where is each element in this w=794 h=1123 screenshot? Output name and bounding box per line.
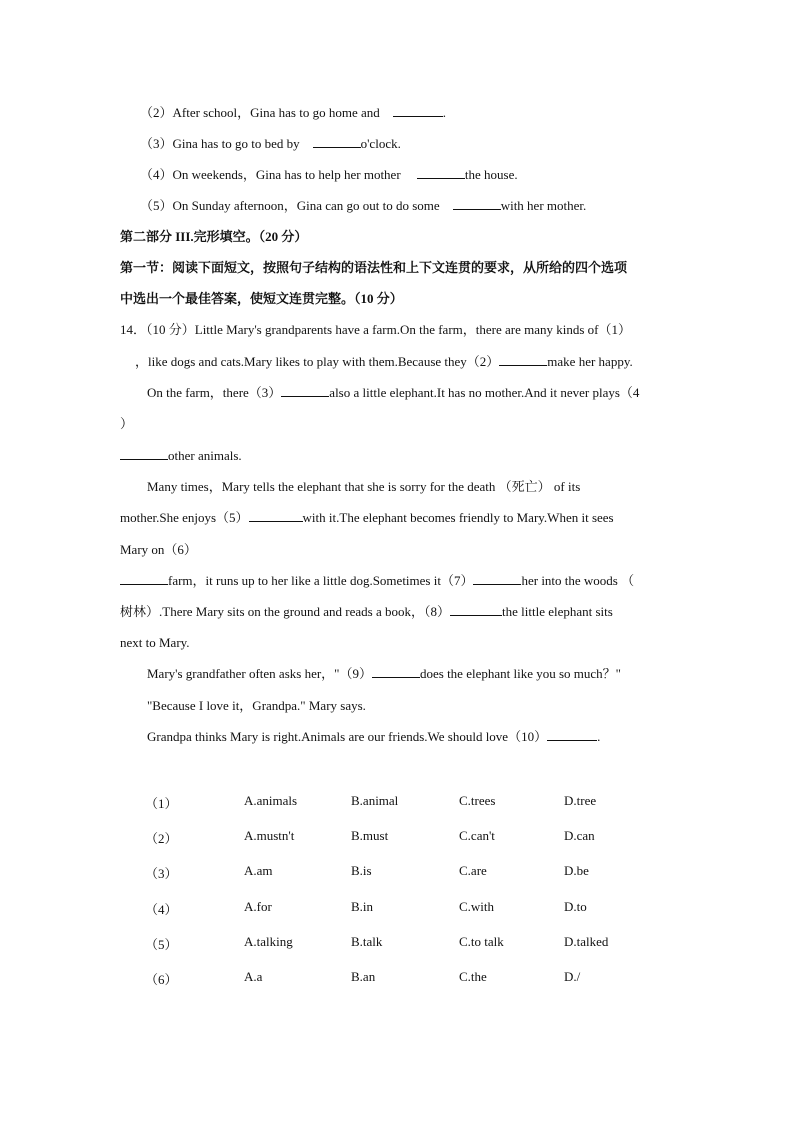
sentence-end: .: [442, 105, 446, 120]
option-d[interactable]: D.talked: [564, 934, 609, 949]
answer-blank: [372, 666, 420, 678]
answer-blank: [473, 573, 521, 585]
passage-line-10: [120, 604, 680, 620]
option-a[interactable]: A.animals: [244, 793, 298, 808]
option-number: （5）: [145, 937, 178, 952]
passage-line-9: [120, 573, 680, 589]
passage-line-5: [120, 448, 680, 464]
option-a[interactable]: A.mustn't: [244, 828, 295, 843]
option-a[interactable]: A.am: [244, 863, 273, 878]
answer-blank: [313, 136, 361, 148]
option-b[interactable]: B.must: [351, 828, 389, 843]
passage-line-4: ）: [120, 416, 134, 431]
option-number: （2）: [145, 831, 178, 846]
option-c[interactable]: C.can't: [459, 828, 495, 843]
passage-text: Mary's grandfather often asks her，"（9）: [147, 666, 372, 681]
option-number: （3）: [145, 866, 178, 881]
passage-text: also a little elephant.It has no mother.And it never plays（4: [329, 385, 640, 400]
passage-text: farm，it runs up to her like a little dog.Sometimes it（7）: [168, 573, 474, 588]
sentence-end: o'clock.: [360, 136, 401, 151]
passage-text: ，like dogs and cats.Mary likes to play with them.Because they（2）: [135, 354, 500, 369]
option-row-2: [0, 828, 794, 846]
answer-blank: [120, 573, 168, 585]
sentence-text: （4）On weekends，Gina has to help her mother: [140, 167, 401, 182]
answer-blank: [450, 604, 502, 616]
passage-text: On the farm，there（3）: [147, 385, 282, 400]
option-b[interactable]: B.in: [351, 899, 374, 914]
sentence-text: （3）Gina has to go to bed by: [140, 136, 300, 151]
option-a[interactable]: A.for: [244, 899, 272, 914]
passage-text: 树林）.There Mary sits on the ground and reads a book，（8）: [120, 604, 450, 619]
passage-line-8: Mary on（6）: [120, 542, 197, 557]
option-row-1: [0, 793, 794, 811]
section-instruction-line1: 第一节：阅读下面短文，按照句子结构的语法性和上下文连贯的要求，从所给的四个选项: [120, 260, 628, 275]
option-b[interactable]: B.is: [351, 863, 372, 878]
option-number: （4）: [145, 902, 178, 917]
sentence-3: [140, 136, 700, 152]
option-d[interactable]: D.to: [564, 899, 587, 914]
option-number: （1）: [145, 796, 178, 811]
answer-blank: [499, 354, 547, 366]
passage-line-6: [147, 479, 674, 495]
section-heading: 第二部分 III.完形填空。（20 分）: [120, 229, 308, 244]
option-c[interactable]: C.with: [459, 899, 495, 914]
option-row-6: [0, 969, 794, 987]
passage-line-12: [147, 666, 707, 682]
passage-text: with it.The elephant becomes friendly to Mary.When it sees: [302, 510, 614, 525]
option-a[interactable]: A.a: [244, 969, 263, 984]
passage-text: other animals.: [168, 448, 242, 463]
passage-text: mother.She enjoys（5）: [120, 510, 249, 525]
option-b[interactable]: B.talk: [351, 934, 383, 949]
sentence-end: the house.: [464, 167, 518, 182]
passage-line-13: "Because I love it，Grandpa." Mary says.: [147, 698, 366, 713]
sentence-text: （2）After school，Gina has to go home and: [140, 105, 380, 120]
option-c[interactable]: C.the: [459, 969, 487, 984]
option-row-3: [0, 863, 794, 881]
passage-text: her into the woods （: [521, 573, 635, 588]
passage-line-1: 14．（10 分）Little Mary's grandparents have a farm.On the farm，there are many kinds of（1）: [120, 322, 631, 337]
option-d[interactable]: D.tree: [564, 793, 597, 808]
answer-blank: [417, 167, 465, 179]
section-instruction-line2: 中选出一个最佳答案，使短文连贯完整。（10 分）: [120, 291, 403, 306]
passage-line-2: [135, 354, 695, 370]
option-c[interactable]: C.to talk: [459, 934, 504, 949]
option-d[interactable]: D.be: [564, 863, 589, 878]
answer-blank: [547, 729, 597, 741]
passage-line-7: [120, 510, 680, 526]
sentence-4: [140, 167, 700, 183]
option-a[interactable]: A.talking: [244, 934, 293, 949]
sentence-5: [140, 198, 700, 214]
passage-text: make her happy.: [547, 354, 633, 369]
answer-blank: [120, 448, 168, 460]
option-c[interactable]: C.are: [459, 863, 487, 878]
passage-text: does the elephant like you so much？": [419, 666, 621, 681]
passage-line-11: next to Mary.: [120, 635, 190, 650]
passage-text: Grandpa thinks Mary is right.Animals are our friends.We should love（10）: [147, 729, 548, 744]
answer-blank: [249, 510, 303, 522]
option-b[interactable]: B.animal: [351, 793, 399, 808]
passage-text: Many times，Mary tells the elephant that she is sorry for the death （死亡） of its: [147, 479, 581, 494]
answer-blank: [393, 105, 443, 117]
sentence-end: with her mother.: [500, 198, 587, 213]
option-d[interactable]: D./: [564, 969, 581, 984]
sentence-2: [140, 105, 700, 121]
option-row-4: [0, 899, 794, 917]
option-c[interactable]: C.trees: [459, 793, 496, 808]
option-number: （6）: [145, 972, 178, 987]
sentence-text: （5）On Sunday afternoon，Gina can go out to do some: [140, 198, 440, 213]
option-row-5: [0, 934, 794, 952]
passage-text: the little elephant sits: [502, 604, 613, 619]
answer-blank: [453, 198, 501, 210]
passage-line-14: [147, 729, 707, 745]
option-d[interactable]: D.can: [564, 828, 595, 843]
passage-line-3: [147, 385, 707, 401]
passage-text: .: [597, 729, 601, 744]
answer-blank: [281, 385, 329, 397]
option-b[interactable]: B.an: [351, 969, 376, 984]
